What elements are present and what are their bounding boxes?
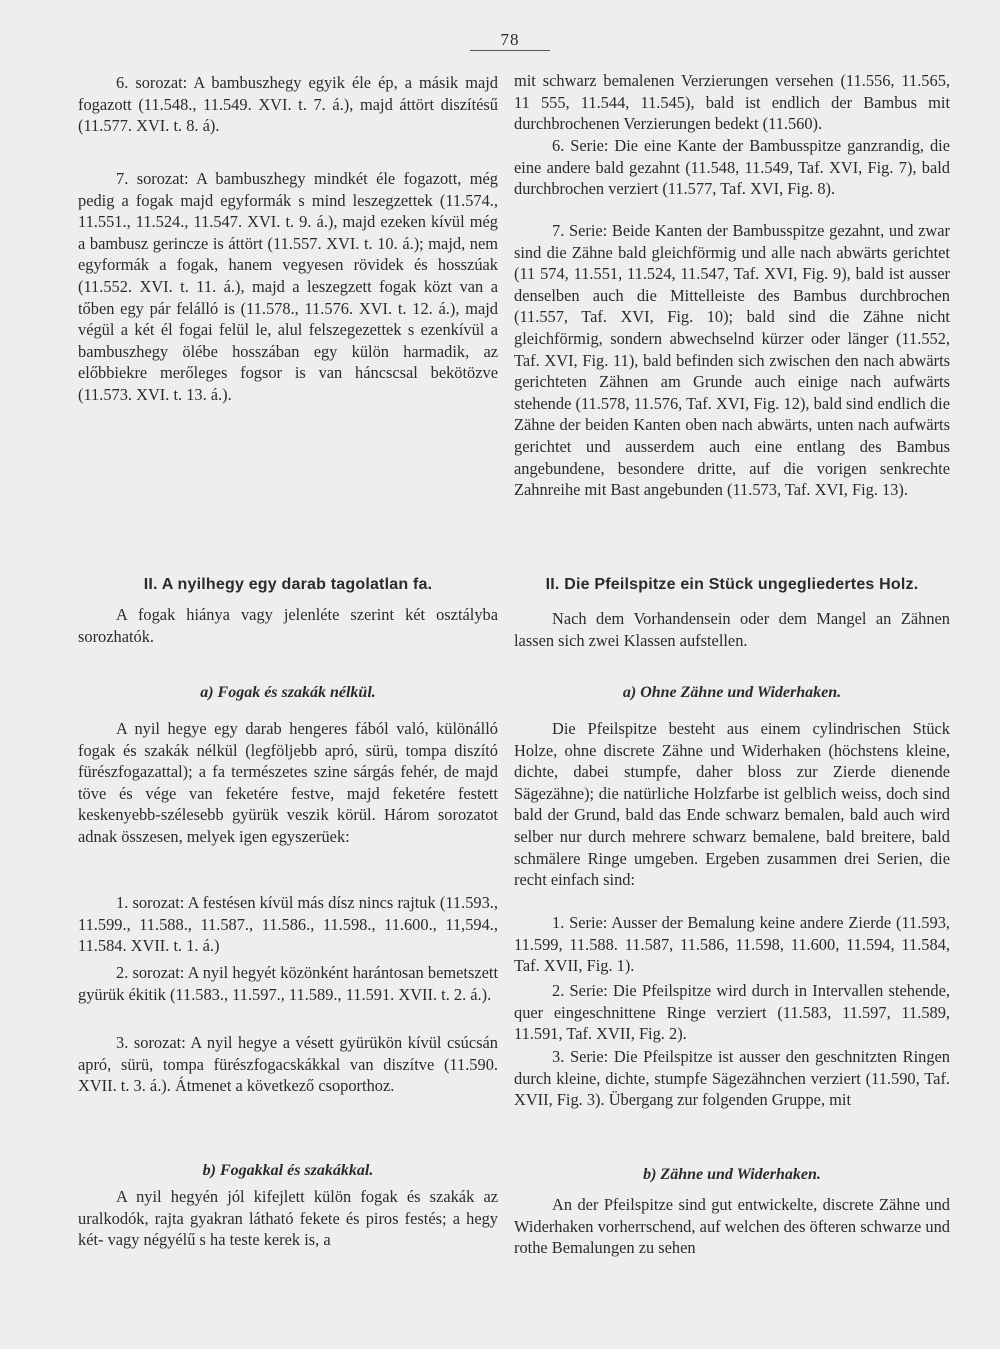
paragraph-classes-hu: A fogak hiánya vagy jelenléte szerint két osztályba sorozhatók. — [78, 605, 498, 646]
paragraph-sorozat-3: 3. sorozat: A nyil hegye a vésett gyürükön kívül csúcsán apró, sürü, tompa fürészfogacskákkal van diszítve (11.590. XVII. t. 3. á.). Átmenet a következő csoporthoz. — [78, 1033, 498, 1096]
paragraph-zaehne-de: An der Pfeilspitze sind gut entwickelte, discrete Zähne und Widerhaken vorherrschend, auf welchen des öfteren schwarze und rothe Bemalungen zu sehen — [514, 1195, 950, 1258]
paragraph-serie-2-de: 2. Serie: Die Pfeilspitze wird durch in Intervallen stehende, quer eingeschnittene Ringe verziert (11.583, 11.597, 11.589, 11.591, Taf. XVII, Fig. 2). — [514, 981, 950, 1044]
paragraph-serie-6-de: 6. Serie: Die eine Kante der Bambusspitze ganzrandig, die eine andere bald gezahnt (11.548, 11.549, Taf. XVI, Fig. 7), bald durchbrochen verziert (11.577, Taf. XVI, Fig. 8). — [514, 136, 950, 199]
subheading-b-de: b) Zähne und Widerhaken. — [643, 1166, 821, 1183]
paragraph-fogakkal-hu: A nyil hegyén jól kifejlett külön fogak és szakák az uralkodók, rajta gyakran látható fekete és piros festés; a hegy két- vagy négyélű s ha teste kerek is, a — [78, 1187, 498, 1250]
section-heading-ii-de: II. Die Pfeilspitze ein Stück ungegliedertes Holz. — [545, 576, 919, 593]
paragraph-serie-7-de: 7. Serie: Beide Kanten der Bambusspitze gezahnt, und zwar sind die Zähne bald gleichförmig und alle nach abwärts gerichtet (11 574, 11.551, 11.524, 11.547, Taf. XVI, Fig. 9), bald ist ausser denselben auch die Mittelleiste des Bambus durchbrochen (11.557, Taf. XVI, Fig. 10); bald sind die Zähne nicht gleichförmig, sondern abwechselnd kürzer oder länger (11.552, Taf. XVI, Fig. 11), bald befinden sich zwischen den nach abwärts gerichteten Zähnen am Grunde auch einige nach aufwärts stehende (11.578, 11.576, Taf. XVI, Fig. 12), bald sind endlich die Zähne der beiden Kanten oben nach abwärts, unten nach aufwärts gerichtet und ausserdem auch eine entlang des Bambus angebundene, besondere dritte, auf die vorigen senkrechte Zahnreihe mit Bast angebunden (11.573, Taf. XVI, Fig. 13). — [514, 221, 950, 500]
paragraph-sorozat-2: 2. sorozat: A nyil hegyét közönként harántosan bemetszett gyürük ékitik (11.583., 11.597., 11.589., 11.591. XVII. t. 2. á.). — [78, 963, 498, 1004]
paragraph-serie-1-de: 1. Serie: Ausser der Bemalung keine andere Zierde (11.593, 11.599, 11.588. 11.587, 11.586, 11.598, 11.600, 11.594, 11.584, Taf. XVII, Fig. 1). — [514, 913, 950, 976]
subheading-a-de: a) Ohne Zähne und Widerhaken. — [622, 684, 842, 701]
paragraph-description-de: Die Pfeilspitze besteht aus einem cylindrischen Stück Holze, ohne discrete Zähne und Widerhaken (höchstens kleine, dichte, dabei stumpfe, daher bloss zur Zierde dienende Sägezähne); die natürliche Holzfarbe ist gelblich weiss, doch sind bald der Grund, bald das Ende schwarz bemalen, bald auch wird selber nur durch mehrere schwarz bemalene, bald breitere, bald schmälere Ringe umgeben. Ergeben zusammen drei Serien, die recht einfach sind: — [514, 719, 950, 890]
subheading-b-hu: b) Fogakkal és szakákkal. — [202, 1162, 374, 1179]
paragraph-series-7-hu: 7. sorozat: A bambuszhegy mindkét éle fogazott, még pedig a fogak majd egyformák s mind leszegzettek (11.574., 11.551., 11.524., 11.547. XVI. t. 9. á.), majd ezeken kívül még a bambusz gerincze is áttört (11.557. XVI. t. 10. á.); majd, nem egyformák a fogak, hanem vegyesen rövidek és hosszúak (11.552. XVI. t. 11. á.), majd a leszegzett fogak közt van a tőben egy pár felálló is (11.578., 11.576. XVI. t. 12. á.), majd végül a két él fogai felül le, alul felszegezettek s ezenkívül a bambuszhegy ölébe hosszában egy külön harmadik, az előbbiekre merőleges fogsor is van háncscsal bekötözve (11.573. XVI. t. 13. á.). — [78, 169, 498, 404]
page-number-rule — [470, 50, 550, 51]
paragraph-serie-3-de: 3. Serie: Die Pfeilspitze ist ausser den geschnitzten Ringen durch kleine, dichte, stumpfe Sägezähnchen verziert (11.590, Taf. XVII, Fig. 3). Übergang zur folgenden Gruppe, mit — [514, 1047, 950, 1110]
paragraph-sorozat-1: 1. sorozat: A festésen kívül más dísz nincs rajtuk (11.593., 11.599., 11.588., 11.587., 11.586., 11.598., 11.600., 11,594., 11.584. XVII. t. 1. á.) — [78, 893, 498, 956]
paragraph-series-6-hu: 6. sorozat: A bambuszhegy egyik éle ép, a másik majd fogazott (11.548., 11.549. XVI. t. 7. á.), majd áttört diszítésű (11.577. XVI. t. 8. á). — [78, 73, 498, 136]
subheading-a-hu: a) Fogak és szakák nélkül. — [200, 684, 376, 701]
paragraph-description-hu: A nyil hegye egy darab hengeres fából való, különálló fogak és szakák nélkül (legföljebb apró, sürü, tompa diszító fürészfogazattal); a fa természetes szine sárgás fehér, de majd töve és vége van feketére festve, majd feketére festett keskenyebb-szélesebb gyürük veszik körül. Három sorozatot adnak összesen, melyek igen egyszerüek: — [78, 719, 498, 846]
page-number: 78 — [500, 30, 520, 49]
paragraph-klassen-de: Nach dem Vorhandensein oder dem Mangel an Zähnen lassen sich zwei Klassen aufstellen. — [514, 609, 950, 650]
section-heading-ii-hu: II. A nyilhegy egy darab tagolatlan fa. — [143, 576, 433, 593]
paragraph-continuation-de: mit schwarz bemalenen Verzierungen versehen (11.556, 11.565, 11 555, 11.544, 11.545), bald ist endlich der Bambus mit durchbrochenen Verzierungen bedekt (11.560). — [514, 71, 950, 134]
